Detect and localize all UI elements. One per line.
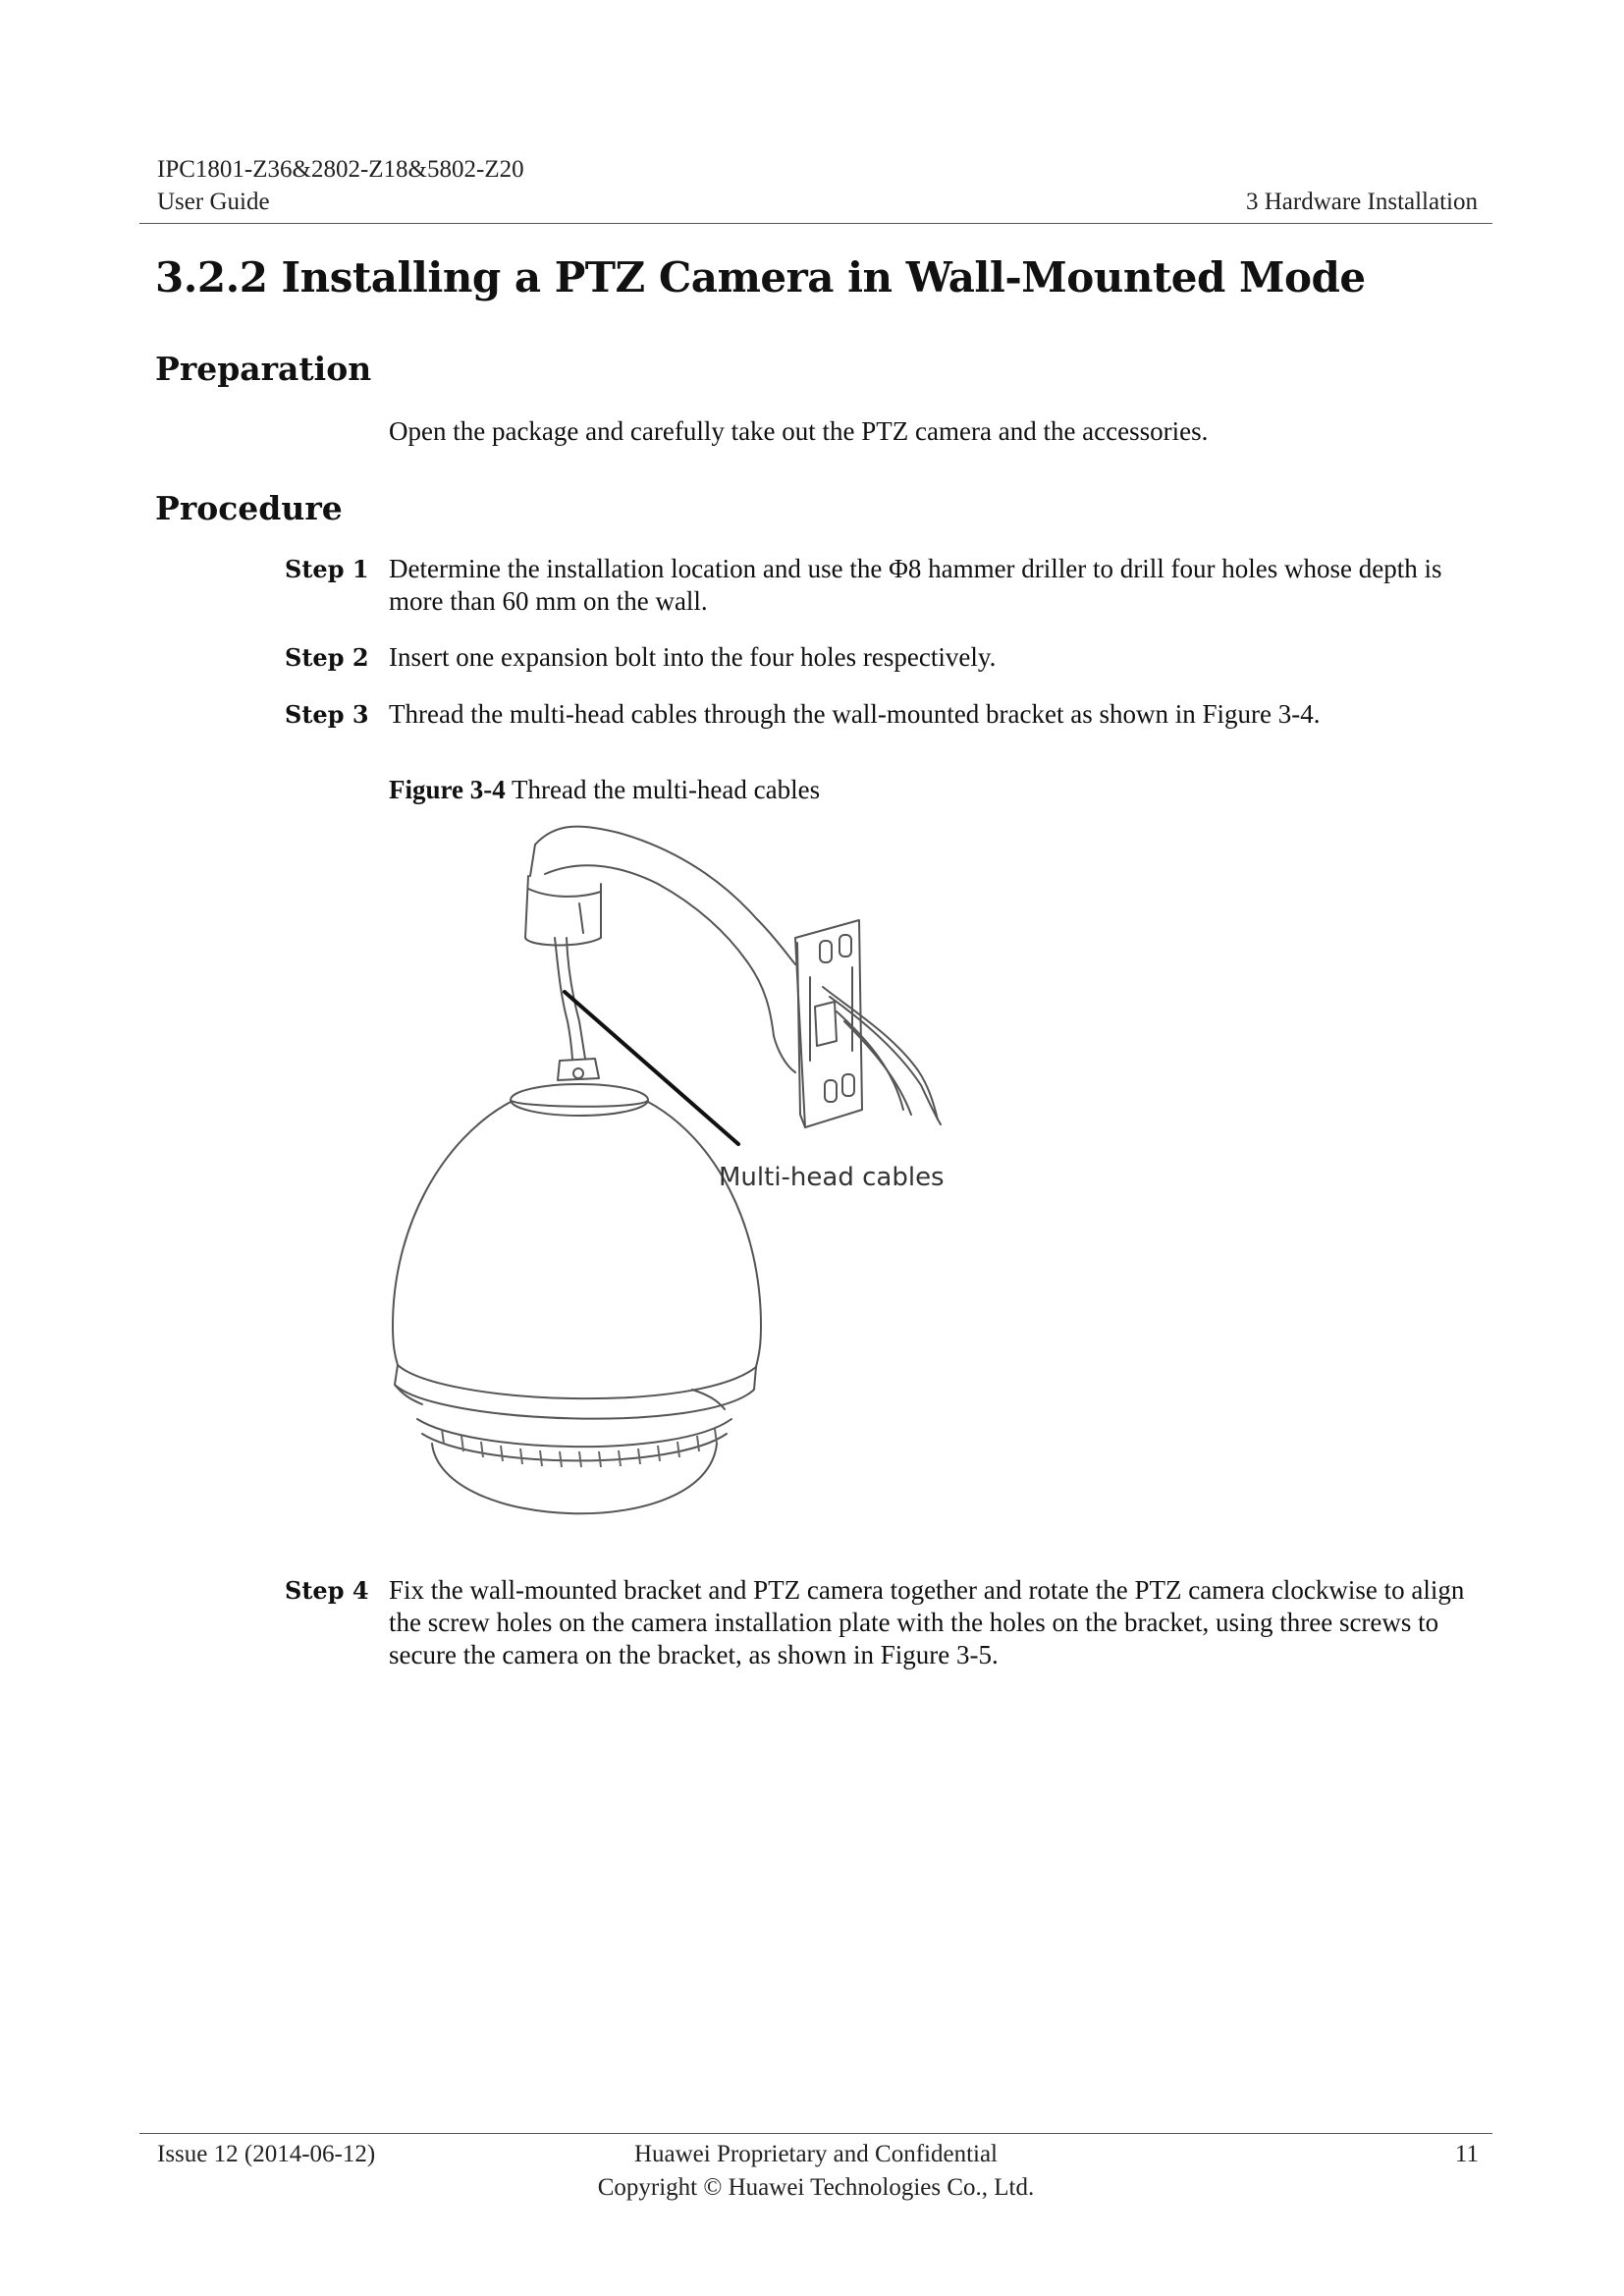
step-text: Insert one expansion bolt into the four holes respectively.	[389, 642, 997, 672]
figure-ptz-camera-bracket	[383, 815, 992, 1522]
figure-caption	[389, 774, 820, 806]
chapter-title: 3 Hardware Installation	[1245, 189, 1478, 215]
step-text: Determine the installation location and use the Φ8 hammer driller to drill four holes whose depth is more than 60 mm on the wall.	[389, 554, 1442, 616]
page-number: 11	[1454, 2141, 1479, 2167]
figure-label: Figure 3-4	[389, 775, 506, 804]
preparation-heading: Preparation	[155, 350, 372, 388]
step-text: Thread the multi-head cables through the wall-mounted bracket as shown in Figure 3-4.	[389, 699, 1321, 729]
step-label: Step 1	[285, 555, 369, 583]
step-label: Step 3	[285, 700, 369, 729]
figure-callout-label: Multi-head cables	[719, 1163, 945, 1192]
issue-info: Issue 12 (2014-06-12)	[157, 2141, 376, 2167]
step-text: Fix the wall-mounted bracket and PTZ camera together and rotate the PTZ camera clockwise to align the screw holes on the camera installation plate with the holes on the bracket, using three screws to secure the camera on the bracket, as shown in Figure 3-5.	[389, 1575, 1465, 1669]
confidentiality-notice: Huawei Proprietary and Confidential	[633, 2141, 999, 2167]
page-header	[139, 152, 1492, 224]
figure-caption-text: Thread the multi-head cables	[512, 775, 821, 804]
step-label: Step 4	[285, 1576, 369, 1605]
preparation-text: Open the package and carefully take out the PTZ camera and the accessories.	[389, 416, 1209, 446]
step-label: Step 2	[285, 643, 369, 672]
copyright-notice: Copyright © Huawei Technologies Co., Ltd.	[597, 2174, 1035, 2201]
section-title: 3.2.2 Installing a PTZ Camera in Wall-Mounted Mode	[155, 253, 1366, 301]
page-footer	[139, 2133, 1492, 2201]
ptz-camera-illustration	[383, 815, 992, 1522]
procedure-heading: Procedure	[155, 489, 343, 527]
document-type: User Guide	[157, 189, 270, 215]
document-id: IPC1801-Z36&2802-Z18&5802-Z20	[157, 156, 524, 183]
